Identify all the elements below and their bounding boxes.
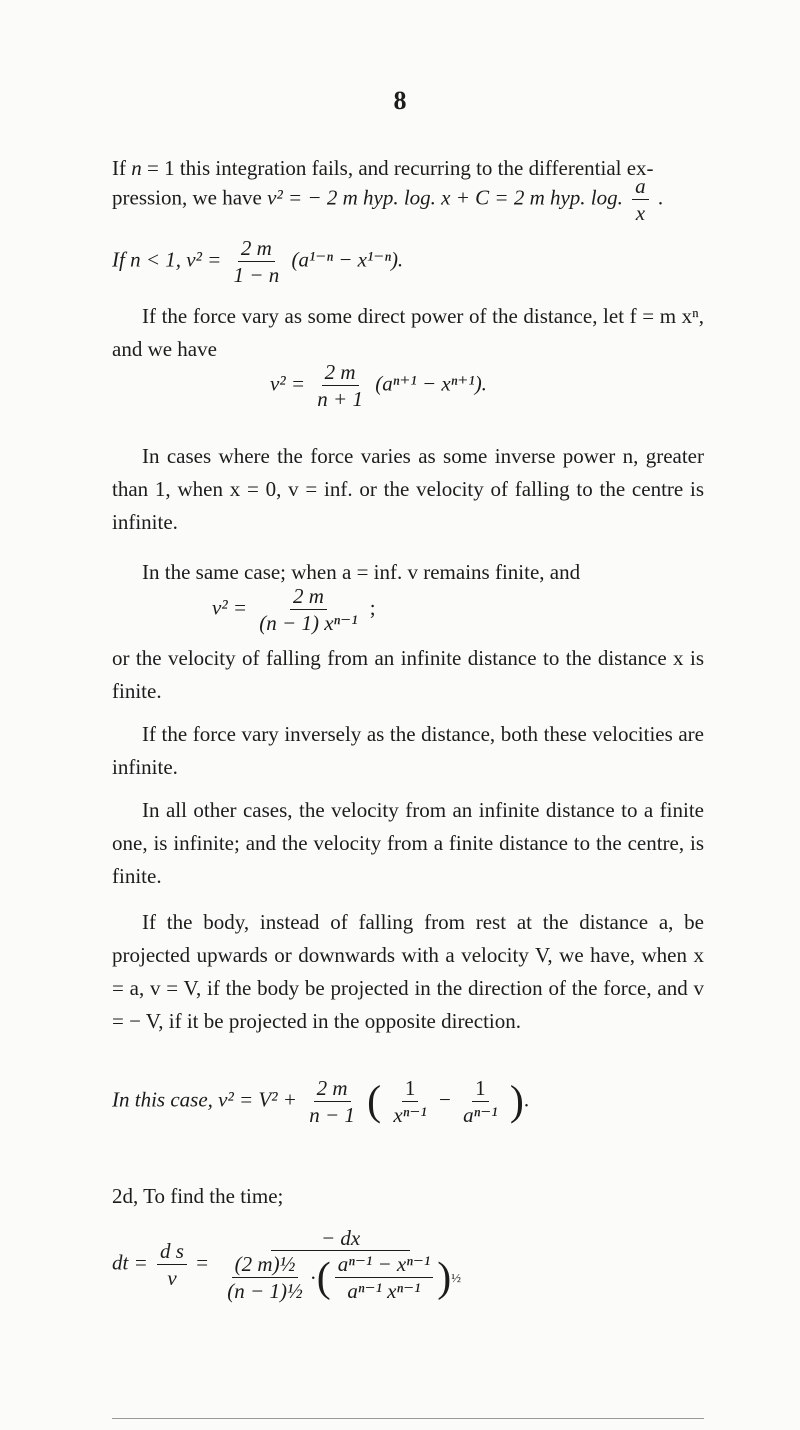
equation-log: pression, we have v² = − 2 m hyp. log. x + C = 2 m hyp. log. $\frac{a}{x}$ . xyxy=(112,174,664,225)
bottom-rule xyxy=(112,1418,704,1419)
equation-time: dt = $\frac{\text{d s}}{v}$ = − dx $\frac{\text{(2 m)½}}{\text{(n − 1)½}}$ · ( $\frac{\text{aⁿ⁻¹ − xⁿ⁻¹}}{\text{aⁿ⁻¹ xⁿ⁻¹}}$ ) ½ xyxy=(112,1226,461,1303)
paragraph-direct-power: If the force vary as some direct power of the distance, let f = m xⁿ, and we have xyxy=(112,304,704,361)
equation-finite-velocity: v² = $\frac{2 m}{\text{(n − 1) xⁿ⁻¹}}$ ; xyxy=(212,584,376,635)
equation-n-less-than-1: If n < 1, v² = $\frac{2 m}{1 - n}$ (a¹⁻ⁿ − x¹⁻ⁿ). xyxy=(112,236,404,287)
paragraph-infinite-distance: or the velocity of falling from an infinite distance to the distance x is finite. xyxy=(112,646,704,703)
equation-direct-power: v² = $\frac{2 m}{n + 1}$ (aⁿ⁺¹ − xⁿ⁺¹). xyxy=(270,360,487,411)
paragraph-n-equals-1: If n = 1 this integration fails, and recurring to the differential ex- xyxy=(112,156,654,180)
page-number: 8 xyxy=(393,86,407,115)
fraction-a-over-x: $\frac{a}{x}$ xyxy=(632,174,649,225)
equation-projected: In this case, v² = V² + $\frac{2 m}{n - 1}$ ( $\frac{1}{\text{xⁿ⁻¹}}$ − $\frac{1}{\text{aⁿ⁻¹}}$ ). xyxy=(112,1076,530,1127)
paragraph-inverse-power: In cases where the force varies as some inverse power n, greater than 1, when x = 0, v = inf. or the velocity of falling to the centre is infinite. xyxy=(112,444,704,534)
paragraph-same-case: In the same case; when a = inf. v remains finite, and xyxy=(142,560,581,584)
paragraph-other-cases: In all other cases, the velocity from an infinite distance to a finite one, is infinite; and the velocity from a finite distance to the centre, is finite. xyxy=(112,798,704,888)
paragraph-projected: If the body, instead of falling from rest at the distance a, be projected upwards or downwards with a velocity V, we have, when x = a, v = V, if the body be projected in the direction of the force, and v = − V, if it be projected in the opposite direction. xyxy=(112,910,704,1033)
paragraph-find-time: 2d, To find the time; xyxy=(112,1184,284,1208)
paragraph-inverse-distance: If the force vary inversely as the distance, both these velocities are infinite. xyxy=(112,722,704,779)
